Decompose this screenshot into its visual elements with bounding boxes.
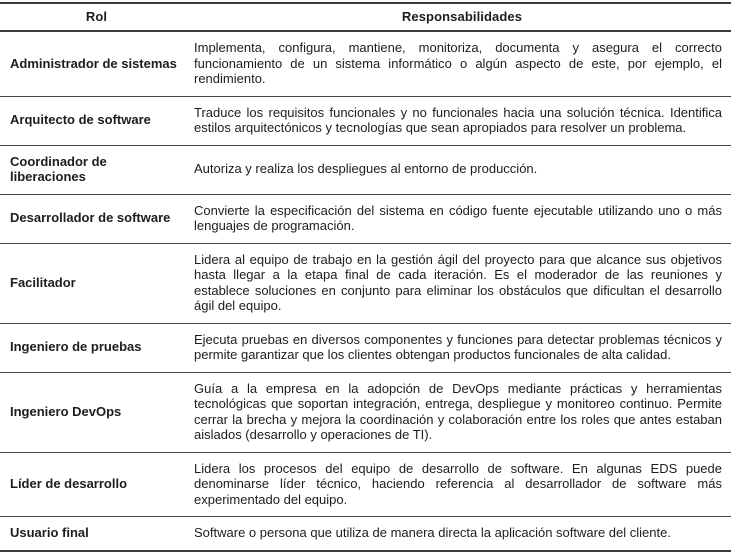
role-cell: Desarrollador de software — [0, 194, 193, 243]
role-cell: Administrador de sistemas — [0, 31, 193, 96]
column-header-responsabilidades: Responsabilidades — [193, 3, 731, 31]
responsibility-cell: Lidera los procesos del equipo de desarrollo de software. En algunas EDS puede denominarse líder técnico, haciendo referencia al desarrollador de software más experimentado del equipo. — [193, 452, 731, 517]
role-cell: Usuario final — [0, 517, 193, 551]
table-row — [0, 243, 731, 323]
table-row — [0, 372, 731, 452]
role-cell: Ingeniero de pruebas — [0, 323, 193, 372]
responsibility-cell: Convierte la especificación del sistema en código fuente ejecutable utilizando uno o más lenguajes de programación. — [193, 194, 731, 243]
role-cell: Facilitador — [0, 243, 193, 323]
responsibility-cell: Guía a la empresa en la adopción de DevOps mediante prácticas y herramientas tecnológicas que soportan integración, entrega, despliegue y monitoreo continuo. Permite cerrar la brecha y mejora la coordinación y colaboración entre los roles que antes estaban aislados (desarrollo y operaciones de TI). — [193, 372, 731, 452]
table-row — [0, 96, 731, 145]
table-header — [0, 3, 731, 31]
responsibility-cell: Implementa, configura, mantiene, monitoriza, documenta y asegura el correcto funcionamiento de un sistema informático o algún aspecto de este, por ejemplo, el rendimiento. — [193, 31, 731, 96]
responsibility-cell: Ejecuta pruebas en diversos componentes y funciones para detectar problemas técnicos y permite garantizar que los clientes obtengan productos funcionales de alta calidad. — [193, 323, 731, 372]
table-row — [0, 145, 731, 194]
header-row — [0, 3, 731, 31]
responsibility-cell: Software o persona que utiliza de manera directa la aplicación software del cliente. — [193, 517, 731, 551]
table-row — [0, 31, 731, 96]
table-row — [0, 452, 731, 517]
role-cell: Ingeniero DevOps — [0, 372, 193, 452]
table-row — [0, 194, 731, 243]
table-row — [0, 323, 731, 372]
role-cell: Líder de desarrollo — [0, 452, 193, 517]
roles-responsibilities-table — [0, 2, 731, 552]
column-header-rol: Rol — [0, 3, 193, 31]
role-cell: Arquitecto de software — [0, 96, 193, 145]
table-row — [0, 517, 731, 551]
table-body — [0, 31, 731, 551]
responsibility-cell: Traduce los requisitos funcionales y no funcionales hacia una solución técnica. Identifica estilos arquitectónicos y tecnologías que sean apropiados para resolver un problema. — [193, 96, 731, 145]
role-cell: Coordinador de liberaciones — [0, 145, 193, 194]
responsibility-cell: Lidera al equipo de trabajo en la gestión ágil del proyecto para que alcance sus objetivos hasta llegar a la etapa final de cada iteración. Es el moderador de las reuniones y establece soluciones en conjunto para eliminar los obstáculos que dificultan el desarrollo ágil del equipo. — [193, 243, 731, 323]
responsibility-cell: Autoriza y realiza los despliegues al entorno de producción. — [193, 145, 731, 194]
